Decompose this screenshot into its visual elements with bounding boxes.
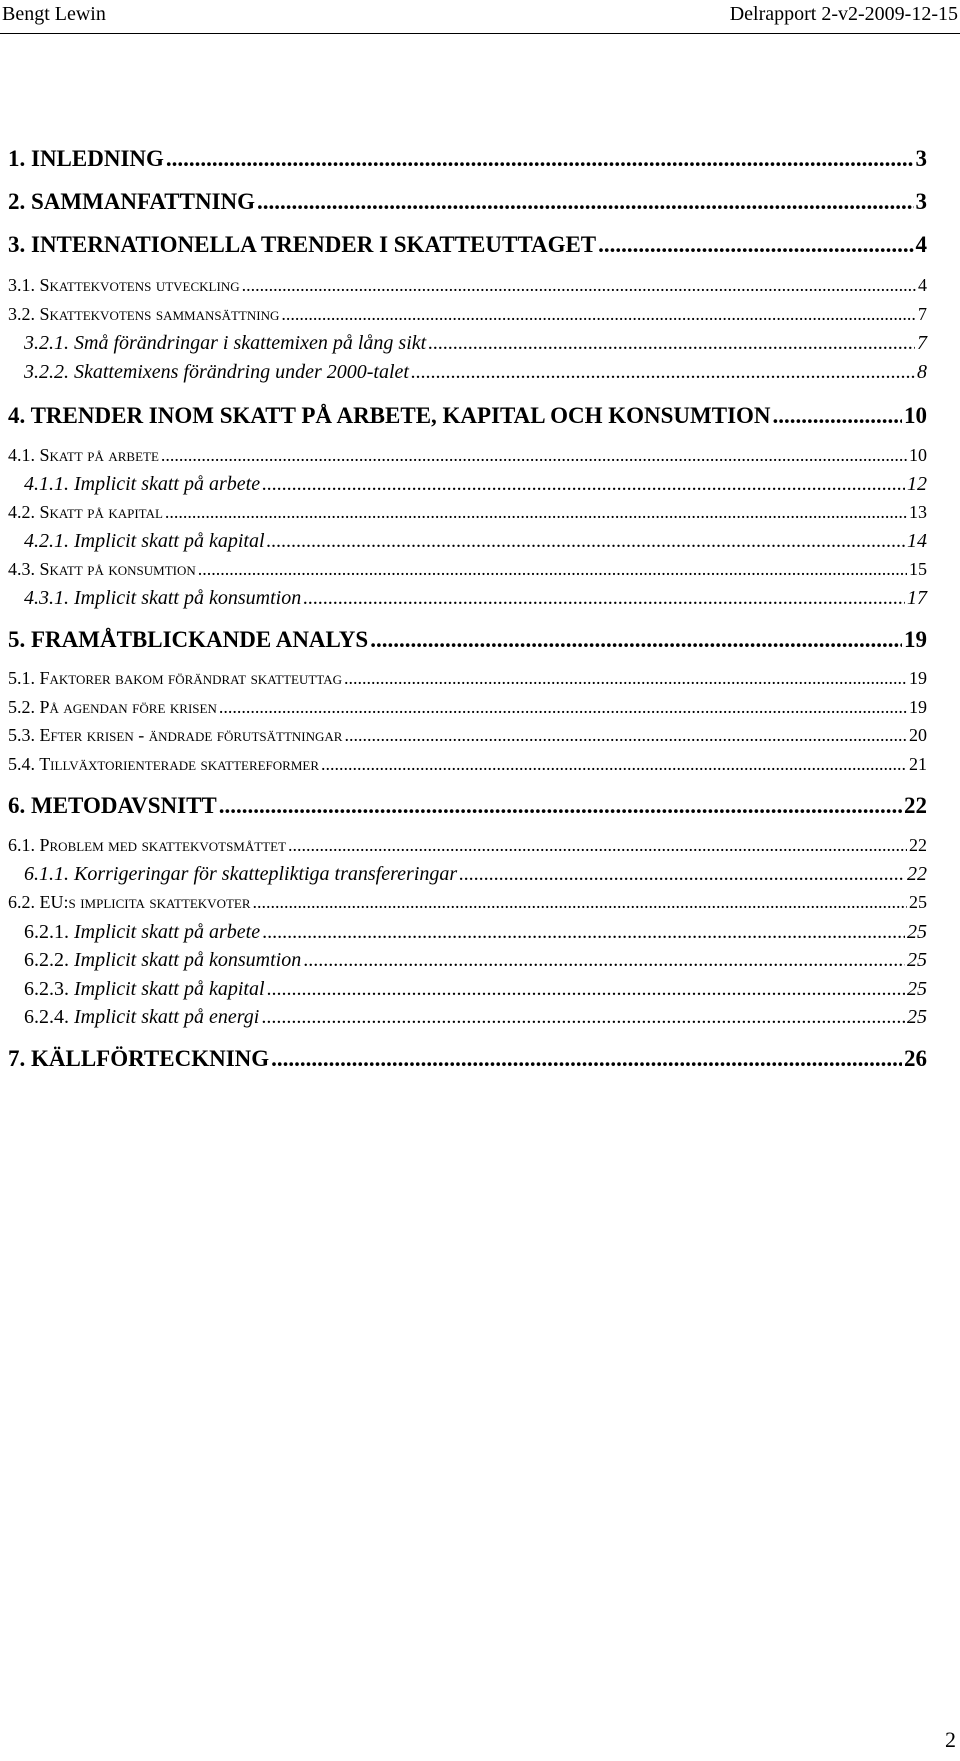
toc-entry-4-1-1[interactable]: 4.1.1. Implicit skatt på arbete ..... 12 (24, 473, 927, 503)
toc-entry-3-2[interactable]: 3.2. Skattekvotens sammansättning ..... 7 (8, 304, 927, 334)
toc-entry-3-2-1[interactable]: 3.2.1. Små förändringar i skattemixen på lång sikt ..... 7 (24, 332, 927, 362)
toc-entry-6-2-2[interactable]: 6.2.2. Implicit skatt på konsumtion ..... 25 (24, 949, 927, 979)
toc-entry-2[interactable]: 2. SAMMANFATTNING ..... 3 (8, 189, 927, 219)
toc-entry-5-2[interactable]: 5.2. På agendan före krisen ..... 19 (8, 697, 927, 727)
toc-entry-5-1[interactable]: 5.1. Faktorer bakom förändrat skatteuttag ..... 19 (8, 668, 927, 698)
toc-entry-5-4[interactable]: 5.4. Tillväxtorienterade skattereformer ..... 21 (8, 754, 927, 784)
toc-entry-4-2[interactable]: 4.2. Skatt på kapital ..... 13 (8, 502, 927, 532)
toc-entry-1[interactable]: 1. INLEDNING ..... 3 (8, 146, 927, 176)
toc-entry-4[interactable]: 4. TRENDER INOM SKATT PÅ ARBETE, KAPITAL OCH KONSUMTION ..... 10 (8, 403, 927, 433)
toc-entry-3[interactable]: 3. INTERNATIONELLA TRENDER I SKATTEUTTAGET ..... 4 (8, 232, 927, 262)
toc-entry-6-2-1[interactable]: 6.2.1. Implicit skatt på arbete ..... 25 (24, 921, 927, 951)
toc-entry-5-3[interactable]: 5.3. Efter krisen - ändrade förutsättningar ..... 20 (8, 725, 927, 755)
toc-entry-6-1[interactable]: 6.1. Problem med skattekvotsmåttet ..... 22 (8, 835, 927, 865)
header-divider (0, 33, 960, 34)
page-number: 2 (945, 1727, 956, 1752)
toc-entry-3-2-2[interactable]: 3.2.2. Skattemixens förändring under 2000-talet ..... 8 (24, 361, 927, 391)
toc-entry-6-2-3[interactable]: 6.2.3. Implicit skatt på kapital ..... 25 (24, 978, 927, 1008)
toc-entry-4-1[interactable]: 4.1. Skatt på arbete ..... 10 (8, 445, 927, 475)
toc-entry-4-2-1[interactable]: 4.2.1. Implicit skatt på kapital ..... 14 (24, 530, 927, 560)
toc-entry-6-2-4[interactable]: 6.2.4. Implicit skatt på energi ..... 25 (24, 1006, 927, 1036)
toc-entry-6-1-1[interactable]: 6.1.1. Korrigeringar för skattepliktiga transfereringar ..... 22 (24, 863, 927, 893)
header-report-id: Delrapport 2-v2-2009-12-15 (729, 3, 958, 25)
toc-entry-6[interactable]: 6. METODAVSNITT ..... 22 (8, 793, 927, 823)
toc-entry-5[interactable]: 5. FRAMÅTBLICKANDE ANALYS ..... 19 (8, 627, 927, 657)
toc-entry-6-2[interactable]: 6.2. EU:s implicita skattekvoter ..... 25 (8, 892, 927, 922)
header-author: Bengt Lewin (2, 3, 106, 25)
page-header (0, 0, 960, 30)
toc-entry-3-1[interactable]: 3.1. Skattekvotens utveckling ..... 4 (8, 275, 927, 305)
toc-entry-4-3[interactable]: 4.3. Skatt på konsumtion ..... 15 (8, 559, 927, 589)
toc-entry-4-3-1[interactable]: 4.3.1. Implicit skatt på konsumtion ..... 17 (24, 587, 927, 617)
toc-entry-7[interactable]: 7. KÄLLFÖRTECKNING ..... 26 (8, 1046, 927, 1076)
